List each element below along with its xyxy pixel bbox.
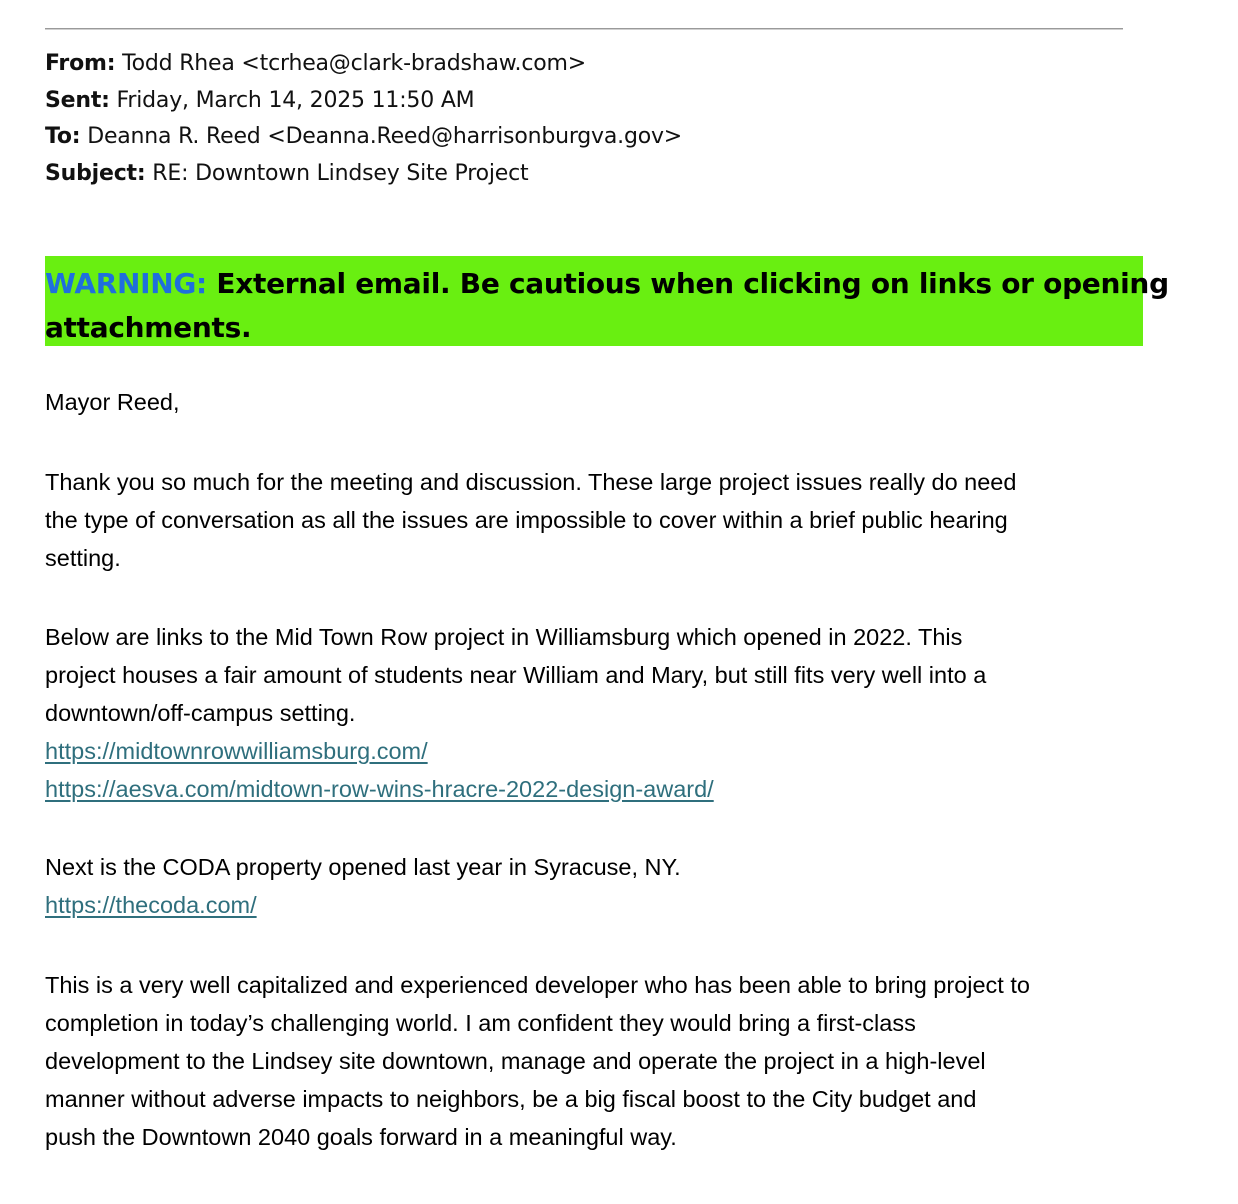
warning-line-1 bbox=[45, 262, 1169, 306]
subject-value: RE: Downtown Lindsey Site Project bbox=[152, 160, 529, 186]
warning-text-line-2: attachments. bbox=[45, 311, 252, 344]
paragraph-line: the type of conversation as all the issues are impossible to cover within a brief public hearing bbox=[45, 507, 1008, 533]
paragraph-coda bbox=[45, 848, 1145, 924]
paragraph-line: Next is the CODA property opened last year in Syracuse, NY. bbox=[45, 854, 681, 880]
link-midtownrow[interactable]: https://midtownrowwilliamsburg.com/ bbox=[45, 738, 428, 764]
paragraph-thanks bbox=[45, 463, 1145, 577]
paragraph-line: This is a very well capitalized and experienced developer who has been able to bring project to bbox=[45, 972, 1030, 998]
sent-label: Sent: bbox=[45, 87, 110, 113]
from-row bbox=[45, 46, 682, 83]
paragraph-line: Thank you so much for the meeting and discussion. These large project issues really do need bbox=[45, 469, 1017, 495]
header-divider bbox=[45, 28, 1123, 30]
external-email-warning-banner bbox=[45, 256, 1169, 346]
greeting: Mayor Reed, bbox=[45, 389, 180, 415]
to-value: Deanna R. Reed <Deanna.Reed@harrisonburgva.gov> bbox=[87, 124, 683, 149]
paragraph-line: manner without adverse impacts to neighbors, be a big fiscal boost to the City budget and bbox=[45, 1086, 977, 1112]
from-value: Todd Rhea <tcrhea@clark-bradshaw.com> bbox=[122, 51, 586, 76]
to-label: To: bbox=[45, 124, 81, 149]
subject-row bbox=[45, 156, 682, 193]
paragraph-line: completion in today’s challenging world. I am confident they would bring a first-class bbox=[45, 1010, 916, 1036]
email-headers bbox=[45, 46, 682, 192]
paragraph-line: setting. bbox=[45, 545, 121, 571]
paragraph-line: downtown/off-campus setting. bbox=[45, 700, 356, 726]
paragraph-line: project houses a fair amount of students near William and Mary, but still fits very well into a bbox=[45, 662, 987, 688]
warning-label: WARNING: bbox=[45, 267, 207, 300]
paragraph-line: push the Downtown 2040 goals forward in a meaningful way. bbox=[45, 1124, 677, 1150]
paragraph-mid-town-row bbox=[45, 618, 1145, 808]
paragraph-line: Below are links to the Mid Town Row project in Williamsburg which opened in 2022. This bbox=[45, 624, 963, 650]
subject-label: Subject: bbox=[45, 160, 146, 186]
link-thecoda[interactable]: https://thecoda.com/ bbox=[45, 892, 257, 918]
paragraph-developer bbox=[45, 966, 1145, 1156]
warning-text-line-1: External email. Be cautious when clicking on links or opening bbox=[216, 267, 1169, 300]
sent-row bbox=[45, 83, 682, 120]
sent-value: Friday, March 14, 2025 11:50 AM bbox=[116, 87, 475, 113]
from-label: From: bbox=[45, 51, 116, 76]
link-aesva-design-award[interactable]: https://aesva.com/midtown-row-wins-hracre-2022-design-award/ bbox=[45, 776, 714, 802]
to-row bbox=[45, 119, 682, 156]
paragraph-line: development to the Lindsey site downtown, manage and operate the project in a high-level bbox=[45, 1048, 986, 1074]
